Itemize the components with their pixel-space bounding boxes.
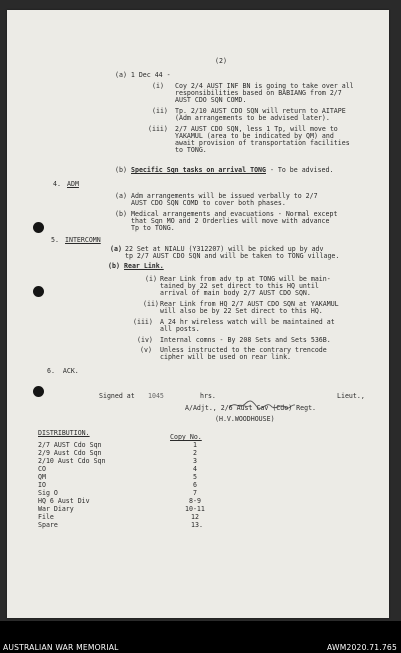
item-line: to TONG. [175,146,207,154]
signatory-name: (H.V.WOODHOUSE) [215,415,275,423]
item-line: (Adm arrangements to be advised later). [175,114,330,122]
adm-item-line: Adm arrangements will be issued verbally to 2/7 [131,192,318,200]
section-b-line [131,167,333,174]
section-a-label: (a) 1 Dec 44 - [115,71,171,79]
punch-hole [33,386,44,397]
distribution-copy: 8-9 [189,497,201,505]
item-num: (iii) [148,125,168,133]
adm-number: 4. [53,180,61,188]
ack-heading: 6. ACK. [47,367,79,375]
distribution-copy: 5 [193,473,197,481]
appointment-line: A/Adjt., 2/6 Aust Cav (Cdo) Regt. [185,404,317,412]
item-line: Rear Link from HQ 2/7 AUST CDO SQN at YAKAMUL [160,300,339,308]
item-line: A 24 hr wireless watch will be maintained at [160,318,335,326]
item-line: Tp. 2/10 AUST CDO SQN will return to AITAPE [175,107,346,115]
item-line: await provision of transportation facilities [175,139,350,147]
distribution-to: IO [38,481,46,489]
punch-hole [33,222,44,233]
item-line: tained by 22 set direct to this HQ until [160,282,319,290]
item-line: will also be by 22 Set direct to this HQ. [160,307,323,315]
distribution-copy: 12 [191,513,199,521]
item-line: 2/7 AUST CDO SQN, less 1 Tp, will move to [175,125,338,133]
item-num: (ii) [152,107,168,115]
footer-accession-number: AWM2020.71.765 [327,643,397,652]
document-page [7,10,389,618]
adm-item-line: that Sqn MO and 2 Orderlies will move with advance [131,217,330,225]
distribution-heading: DISTRIBUTION. [38,429,90,437]
distribution-to: 2/10 Aust Cdo Sqn [38,457,106,465]
footer-bar [0,621,401,653]
intercomn-heading: INTERCOMN [65,236,101,244]
signed-time: 1045 [148,392,164,400]
distribution-copy: 1 [193,441,197,449]
distribution-copy: 10-11 [185,505,205,513]
item-num: (i) [145,275,157,283]
intercomn-a-line: tp 2/7 AUST CDO SQN and will be taken to TONG village. [125,252,340,260]
distribution-to: HQ 6 Aust Div [38,497,90,505]
rear-link-heading: Rear Link. [124,262,164,270]
distribution-copy: 13. [191,521,203,529]
page-number: (2) [215,57,227,65]
item-line: Coy 2/4 AUST INF BN is going to take over all [175,82,354,90]
distribution-to: War Diary [38,505,74,513]
intercomn-b-label: (b) [108,262,120,270]
item-num: (iv) [137,336,153,344]
adm-item-label: (a) [115,192,127,200]
item-num: (v) [140,346,152,354]
item-line: cipher will be used on rear link. [160,353,292,361]
intercomn-number: 5. [51,236,59,244]
intercomn-a-label: (a) [110,245,122,253]
item-num: (iii) [133,318,153,326]
adm-item-line: Medical arrangements and evacuations - Normal except [131,210,338,218]
distribution-to: QM [38,473,46,481]
item-line: Rear Link from adv tp at TONG will be main- [160,275,331,283]
distribution-to: Sig O [38,489,58,497]
section-b-title: Specific Sqn tasks on arrival TONG [131,166,266,174]
signed-at-label: Signed at [99,392,135,400]
distribution-to: 2/9 Aust Cdo Sqn [38,449,102,457]
adm-item-line: AUST CDO SQN COMD to cover both phases. [131,199,286,207]
distribution-to: CO [38,465,46,473]
rank-label: Lieut., [337,392,365,400]
distribution-copy: 2 [193,449,197,457]
item-line: YAKAMUL (area to be indicated by QM) and [175,132,334,140]
distribution-to: Spare [38,521,58,529]
item-num: (i) [152,82,164,90]
section-b-label: (b) [115,166,127,174]
distribution-copy: 4 [193,465,197,473]
hrs-label: hrs. [200,392,216,400]
distribution-to: File [38,513,54,521]
distribution-copy: 7 [193,489,197,497]
distribution-copy: 3 [193,457,197,465]
item-line: all posts. [160,325,200,333]
section-b-rest: - To be advised. [265,166,334,174]
item-line: responsibilities based on BABIANG from 2/7 [175,89,342,97]
distribution-to: 2/7 AUST Cdo Sqn [38,441,102,449]
item-line: Unless instructed to the contrary trencode [160,346,327,354]
item-line: Internal comns - By 208 Sets and Sets 536B. [160,336,331,344]
intercomn-a-line: 22 Set at NIALU (Y312207) will be picked up by adv [125,245,324,253]
item-line: arrival of main body 2/7 AUST CDO SQN. [160,289,311,297]
footer-collection-name: AUSTRALIAN WAR MEMORIAL [3,643,119,652]
adm-item-line: Tp to TONG. [131,224,175,232]
punch-hole [33,286,44,297]
adm-heading: ADM [67,180,79,188]
adm-item-label: (b) [115,210,127,218]
item-line: AUST CDO SQN COMD. [175,96,247,104]
item-num: (ii) [143,300,159,308]
copy-no-heading: Copy No. [170,433,202,441]
distribution-copy: 6 [193,481,197,489]
